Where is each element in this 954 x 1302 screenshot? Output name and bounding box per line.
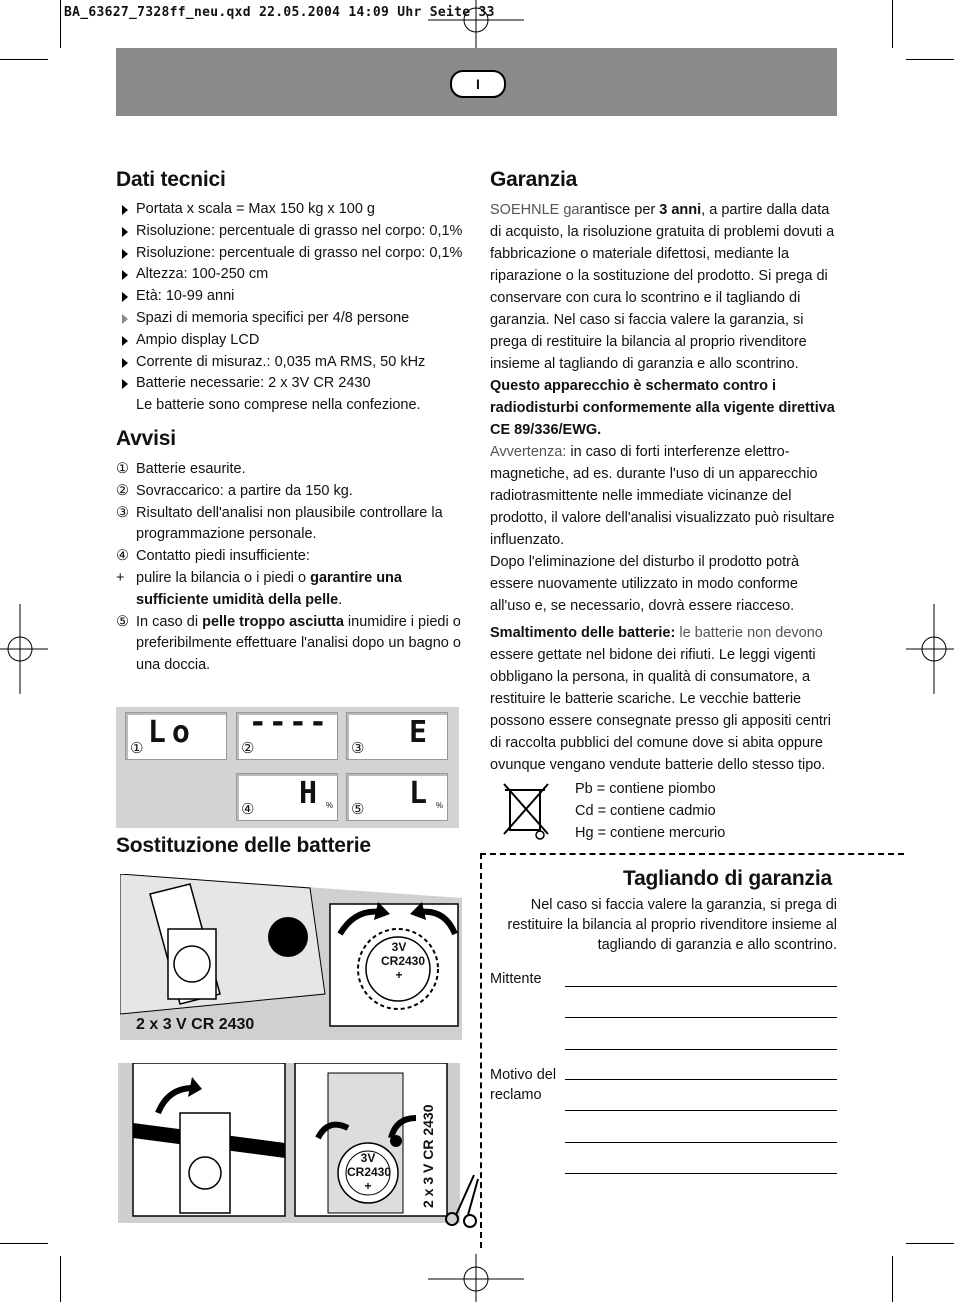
- mittente-line[interactable]: [565, 1049, 837, 1050]
- tagliando-intro: Nel caso si faccia valere la garanzia, si prega di restituire la bilancia al proprio rivenditore insieme al tagliando di garanzia e allo scontrino.: [507, 897, 837, 953]
- avvisi-title: Avvisi: [116, 427, 176, 450]
- arrow-icon: [122, 227, 128, 237]
- sostituzione-title: Sostituzione delle batterie: [116, 834, 371, 857]
- list-item: Spazi di memoria specifici per 4/8 persone: [122, 308, 467, 330]
- language-badge: I: [450, 70, 506, 98]
- registration-mark-left: [0, 604, 48, 694]
- mittente-line[interactable]: [565, 986, 837, 987]
- list-item: ③ Risultato dell'analisi non plausibile controllare la programmazione personale.: [116, 504, 443, 543]
- mittente-label: Mittente: [490, 971, 542, 987]
- motivo-line[interactable]: [565, 1110, 837, 1111]
- emc-statement: Questo apparecchio è schermato contro i radiodisturbi conformemente alla vigente direttiva CE 89/336/EWG.: [490, 378, 835, 438]
- registration-mark-bottom: [428, 1254, 524, 1302]
- garanzia-text: [490, 199, 840, 617]
- restart-paragraph: Dopo l'eliminazione del disturbo il prodotto potrà essere nuovamente utilizzato in modo conforme all'uso e, se necessario, dovrà essere riacceso.: [490, 554, 800, 614]
- list-item: Portata x scala = Max 150 kg x 100 g: [122, 199, 467, 221]
- tagliando-title: Tagliando di garanzia: [623, 867, 832, 890]
- arrow-icon: [122, 336, 128, 346]
- avvisi-list: [116, 459, 466, 677]
- battery-spec-label-vertical: 2 x 3 V CR 2430: [420, 1104, 436, 1208]
- list-item: Altezza: 100-250 cm: [122, 264, 467, 286]
- arrow-icon: [122, 358, 128, 368]
- arrow-icon: [122, 205, 128, 215]
- crossed-bin-icon: [500, 780, 554, 842]
- list-item: ① Batterie esaurite.: [116, 461, 246, 477]
- arrow-icon: [122, 249, 128, 259]
- battery-insertion-illustration: [118, 1063, 460, 1223]
- coin-battery-text: 3V CR2430 +: [381, 940, 426, 982]
- list-item: + pulire la bilancia o i piedi o garantire una sufficiente umidità della pelle.: [116, 569, 402, 608]
- battery-disposal-text: Smaltimento delle batterie: le batterie non devono essere gettate nel bidone dei rifiuti. Le leggi vigenti obbligano la persona, in qualità di consumatore, a restituire le batterie scariche. Le vecchie batterie possono essere consegnate presso gli appositi centri di raccolta pubblici del comune dove si abita oppure ovunque vengano vendute batterie dello stesso tipo.: [490, 625, 831, 773]
- chem-list: [575, 778, 835, 844]
- battery-figure-2: [118, 1063, 460, 1223]
- list-item: ⑤ In caso di pelle troppo asciutta inumidire i piedi o preferibilmente effettuare l'analisi dopo un bagno o una doccia.: [116, 613, 461, 674]
- warning-paragraph: Avvertenza: in caso di forti interferenze elettro-magnetiche, ad es. durante l'uso di un apparecchio radiotrasmittente nelle immediate vicinanze del prodotto, il valore dell'analisi visualizzato può risultare influenzato.: [490, 444, 835, 548]
- motivo-label: Motivo del reclamo: [490, 1067, 557, 1103]
- garanzia-title: Garanzia: [490, 168, 578, 191]
- list-item: Hg = contiene mercurio: [575, 825, 726, 841]
- lcd-display: ⑤ L %: [346, 773, 448, 821]
- registration-mark-top: [428, 0, 524, 48]
- coupon-border-left: [480, 853, 482, 1248]
- print-slug: BA_63627_7328ff_neu.qxd 22.05.2004 14:09 Uhr Seite 33: [64, 5, 495, 20]
- lcd-display: ① Lo: [125, 712, 227, 760]
- list-item: Età: 10-99 anni: [122, 286, 467, 308]
- list-item: Batterie necessarie: 2 x 3V CR 2430: [122, 373, 467, 395]
- arrow-icon: [122, 379, 128, 389]
- coupon-border-top: [480, 853, 904, 855]
- list-item: Pb = contiene piombo: [575, 781, 716, 797]
- coin-battery-text: 3V CR2430 +: [347, 1151, 392, 1193]
- arrow-icon: [122, 292, 128, 302]
- list-item: Risoluzione: percentuale di grasso nel corpo: 0,1%: [122, 243, 467, 265]
- list-item: ④ Contatto piedi insufficiente:: [116, 548, 310, 565]
- scissors-icon: [442, 1175, 482, 1231]
- list-item: ② Sovraccarico: a partire da 150 kg.: [116, 482, 353, 499]
- list-item: Ampio display LCD: [122, 330, 467, 352]
- lcd-display: ③ E: [346, 712, 448, 760]
- motivo-line[interactable]: [565, 1173, 837, 1174]
- motivo-line[interactable]: [565, 1142, 837, 1143]
- list-item: Corrente di misuraz.: 0,035 mA RMS, 50 kHz: [122, 352, 467, 374]
- battery-spec-label: 2 x 3 V CR 2430: [136, 1016, 255, 1033]
- arrow-icon: [122, 314, 128, 324]
- mittente-line[interactable]: [565, 1017, 837, 1018]
- lcd-display: ④ H %: [236, 773, 338, 821]
- dati-tecnici-title: Dati tecnici: [116, 168, 226, 191]
- list-item: Cd = contiene cadmio: [575, 803, 716, 819]
- registration-mark-right: [906, 604, 954, 694]
- arrow-icon: [122, 270, 128, 280]
- list-item: Risoluzione: percentuale di grasso nel corpo: 0,1%: [122, 221, 467, 243]
- lcd-displays-panel: [116, 707, 459, 828]
- garanzia-paragraph: SOEHNLE garantisce per 3 anni, a partire dalla data di acquisto, la risoluzione gratuita di problemi dovuti a fabbricazione o materiale difettosi, mediante la riparazione o la sostituzione del prodotto. Si prega di conservare con cura lo scontrino e il tagliando di garanzia. Nel caso si faccia valere la garanzia, si prega di restituire la bilancia al proprio rivenditore insieme al tagliando di garanzia e allo scontrino.: [490, 202, 835, 372]
- dati-tecnici-list: [122, 199, 467, 417]
- list-continuation: Le batterie sono comprese nella confezione.: [136, 397, 421, 414]
- lcd-display: ② ----: [236, 712, 338, 760]
- battery-figure-1: [120, 874, 462, 1040]
- motivo-line[interactable]: [565, 1079, 837, 1080]
